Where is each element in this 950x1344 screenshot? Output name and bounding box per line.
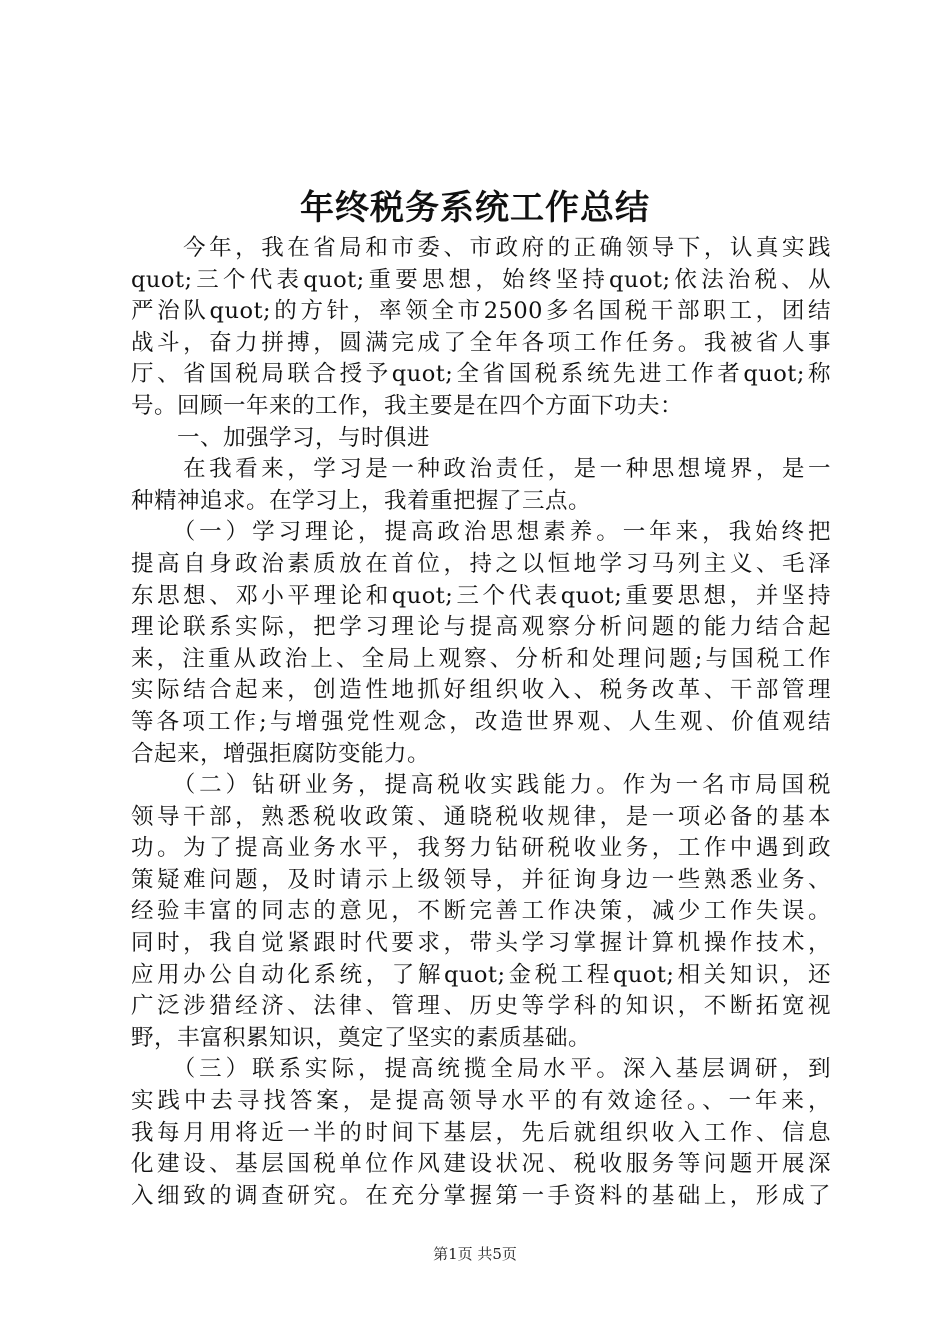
- text-line: 入细致的调查研究。在充分掌握第一手资料的基础上，形成了: [131, 1182, 831, 1209]
- text-line: 实践中去寻找答案，是提高领导水平的有效途径。、一年来，: [131, 1088, 831, 1115]
- text-line: （三）联系实际，提高统揽全局水平。深入基层调研，到: [131, 1056, 831, 1083]
- document-title: 年终税务系统工作总结: [300, 188, 650, 228]
- text-line: （一）学习理论，提高政治思想素养。一年来，我始终把: [131, 519, 831, 546]
- text-line: 等各项工作;与增强党性观念，改造世界观、人生观、价值观结: [131, 708, 831, 735]
- text-line: 应用办公自动化系统，了解quot;金税工程quot;相关知识，还: [131, 961, 831, 988]
- text-line: （二）钻研业务，提高税收实践能力。作为一名市局国税: [131, 772, 831, 799]
- text-line: 化建设、基层国税单位作风建设状况、税收服务等问题开展深: [131, 1151, 831, 1178]
- text-line: 广泛涉猎经济、法律、管理、历史等学科的知识，不断拓宽视: [131, 993, 831, 1020]
- text-line: 战斗，奋力拼搏，圆满完成了全年各项工作任务。我被省人事: [131, 329, 831, 356]
- text-line: 今年，我在省局和市委、市政府的正确领导下，认真实践: [131, 235, 831, 261]
- document-body: [131, 233, 831, 1212]
- text-line: 我每月用将近一半的时间下基层，先后就组织收入工作、信息: [131, 1119, 831, 1146]
- text-line: 理论联系实际，把学习理论与提高观察分析问题的能力结合起: [131, 614, 831, 641]
- text-line: 在我看来，学习是一种政治责任，是一种思想境界，是一: [131, 456, 831, 483]
- text-line: 厅、省国税局联合授予quot;全省国税系统先进工作者quot;称: [131, 361, 831, 388]
- text-line: 功。为了提高业务水平，我努力钻研税收业务，工作中遇到政: [131, 835, 831, 862]
- text-line: 提高自身政治素质放在首位，持之以恒地学习马列主义、毛泽: [131, 550, 831, 577]
- text-line: 号。回顾一年来的工作，我主要是在四个方面下功夫：: [131, 392, 684, 419]
- text-line: 策疑难问题，及时请示上级领导，并征询身边一些熟悉业务、: [131, 866, 831, 893]
- text-line: 来，注重从政治上、全局上观察、分析和处理问题;与国税工作: [131, 645, 831, 672]
- text-line: 野，丰富积累知识，奠定了坚实的素质基础。: [131, 1024, 592, 1051]
- text-line: 合起来，增强拒腐防变能力。: [131, 740, 431, 767]
- text-line: 种精神追求。在学习上，我着重把握了三点。: [131, 487, 592, 514]
- text-line: 领导干部，熟悉税收政策、通晓税收规律，是一项必备的基本: [131, 803, 831, 830]
- text-line: 实际结合起来，创造性地抓好组织收入、税务改革、干部管理: [131, 677, 831, 704]
- text-line: 同时，我自觉紧跟时代要求，带头学习掌握计算机操作技术，: [131, 930, 831, 957]
- text-line: 严治队quot;的方针，率领全市2500多名国税干部职工，团结: [131, 298, 831, 325]
- section-heading: 一、加强学习，与时俱进: [131, 424, 431, 451]
- text-line: 经验丰富的同志的意见，不断完善工作决策，减少工作失误。: [131, 898, 831, 925]
- page-number-footer: 第1页 共5页: [433, 1245, 517, 1263]
- text-line: quot;三个代表quot;重要思想，始终坚持quot;依法治税、从: [131, 266, 831, 293]
- text-line: 东思想、邓小平理论和quot;三个代表quot;重要思想，并坚持: [131, 582, 831, 609]
